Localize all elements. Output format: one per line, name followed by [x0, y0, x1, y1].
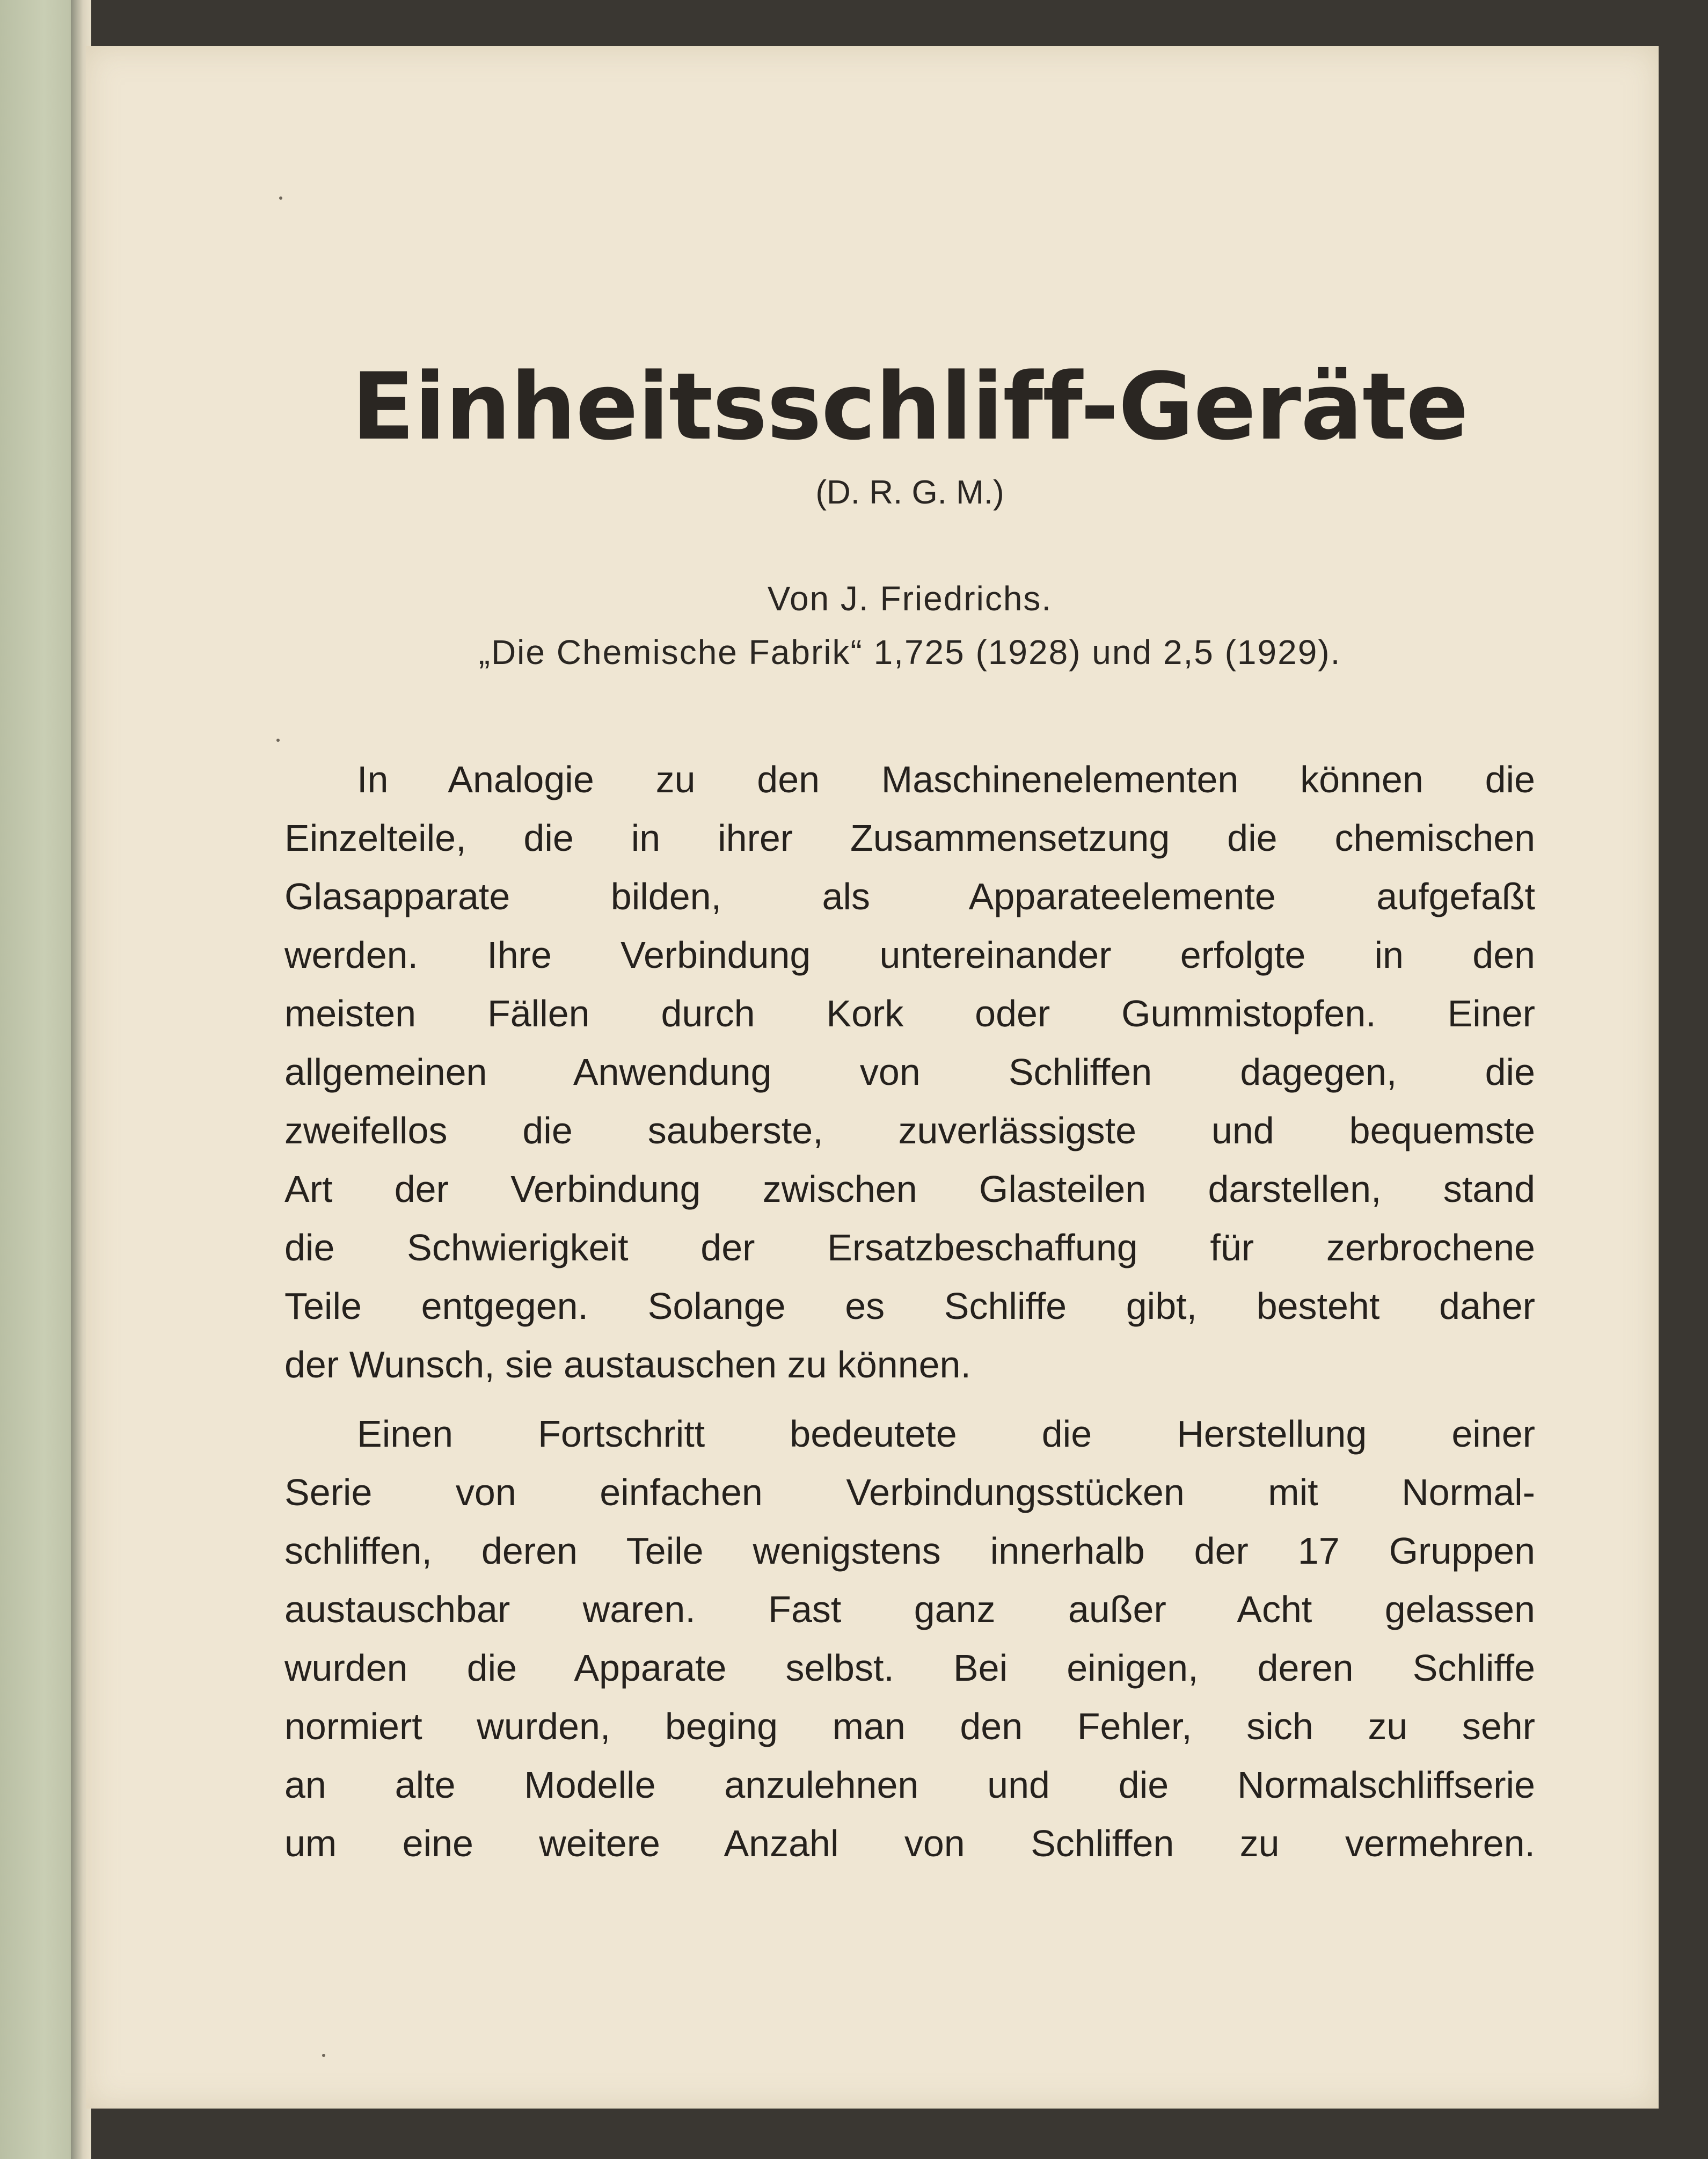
- text-line: austauschbar waren. Fast ganz außer Acht gelassen: [284, 1588, 1535, 1630]
- paper-speck: [276, 739, 280, 742]
- book-cover-edge: [0, 0, 81, 2159]
- text-line: wurden die Apparate selbst. Bei einigen, deren Schliffe: [284, 1647, 1535, 1689]
- text-line: Einzelteile, die in ihrer Zusammensetzung die chemischen: [284, 817, 1535, 859]
- text-line: meisten Fällen durch Kork oder Gummistopfen. Einer: [284, 993, 1535, 1034]
- page-title: Einheitsschliff-Geräte: [352, 353, 1468, 461]
- paper-speck: [322, 2054, 325, 2057]
- paper-speck: [279, 196, 282, 200]
- text-line: an alte Modelle anzulehnen und die Normalschliffserie: [284, 1764, 1535, 1806]
- paragraph-2: [284, 1405, 1535, 1873]
- text-line: zweifellos die sauberste, zuverlässigste und bequemste: [284, 1110, 1535, 1151]
- text-line: schliffen, deren Teile wenigstens innerhalb der 17 Gruppen: [284, 1530, 1535, 1572]
- text-line: werden. Ihre Verbindung untereinander erfolgte in den: [284, 934, 1535, 976]
- text-line: um eine weitere Anzahl von Schliffen zu vermehren.: [284, 1822, 1535, 1864]
- text-line: die Schwierigkeit der Ersatzbeschaffung für zerbrochene: [284, 1227, 1535, 1268]
- text-line: Glasapparate bilden, als Apparateelemente aufgefaßt: [284, 876, 1535, 917]
- journal-citation: „Die Chemische Fabrik“ 1,725 (1928) und 2,5 (1929).: [478, 633, 1341, 672]
- patent-subtitle: (D. R. G. M.): [815, 474, 1004, 511]
- text-line: In Analogie zu den Maschinenelementen können die: [357, 758, 1535, 800]
- text-line: normiert wurden, beging man den Fehler, sich zu sehr: [284, 1705, 1535, 1747]
- article-body: [284, 750, 1535, 1884]
- text-line: der Wunsch, sie austauschen zu können.: [284, 1344, 971, 1385]
- paragraph-1: [284, 750, 1535, 1394]
- author-byline: Von J. Friedrichs.: [767, 579, 1053, 618]
- text-line: allgemeinen Anwendung von Schliffen dagegen, die: [284, 1051, 1535, 1093]
- text-line: Serie von einfachen Verbindungsstücken mit Normal-: [284, 1471, 1535, 1513]
- text-line: Teile entgegen. Solange es Schliffe gibt, besteht daher: [284, 1285, 1535, 1327]
- text-line: Einen Fortschritt bedeutete die Herstellung einer: [357, 1413, 1535, 1455]
- page-sheet: [86, 46, 1659, 2109]
- text-line: Art der Verbindung zwischen Glasteilen darstellen, stand: [284, 1168, 1535, 1210]
